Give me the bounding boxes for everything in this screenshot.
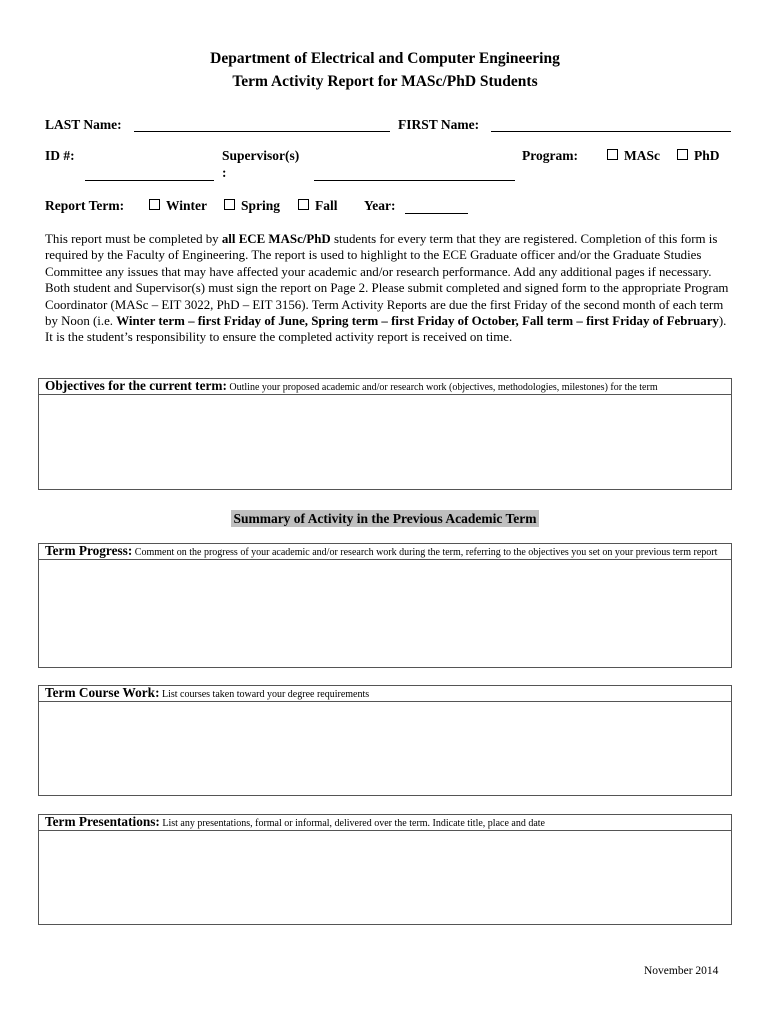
progress-hint: Comment on the progress of your academic and/or research work during the term, referring to the objectives you set on your previous term report — [132, 547, 718, 558]
progress-title: Term Progress: — [45, 543, 133, 558]
coursework-input-area[interactable] — [39, 702, 731, 794]
checkbox-icon — [224, 199, 235, 210]
last-name-label: LAST Name: — [45, 117, 122, 132]
instructions-text: students for every term that they are registered. Completion of this form is required by the Faculty of Engineering. The report is used to highlight to the ECE Graduate officer and/or the Graduate Studies Committee any issues that may have affected your academic and/or research performance. Add any additional pages if necessary. Both student and Supervisor(s) must sign the report on Page 2. Please submit completed and signed form to the appropriate Program Coordinator (MASc – EIT 3022, PhD – EIT 3156). Term Activity Reports are due the first Friday of the second month of each term by Noon (i.e. — [45, 232, 729, 329]
term-option-fall[interactable] — [298, 198, 338, 214]
term-option-label: Winter — [166, 198, 207, 213]
progress-input-area[interactable] — [39, 560, 731, 652]
coursework-header — [39, 686, 731, 702]
first-name-label: FIRST Name: — [398, 117, 480, 132]
last-name-field[interactable] — [134, 131, 390, 132]
report-term-label: Report Term: — [45, 198, 125, 213]
instructions-text: This report must be completed by — [45, 232, 222, 246]
program-label: Program: — [522, 148, 578, 163]
document-title: Department of Electrical and Computer Engineering — [210, 50, 560, 67]
coursework-section — [38, 685, 732, 796]
objectives-header — [39, 379, 731, 395]
term-option-label: Fall — [315, 198, 338, 213]
objectives-input-area[interactable] — [39, 395, 731, 489]
checkbox-icon — [298, 199, 309, 210]
coursework-hint: List courses taken toward your degree requirements — [159, 689, 370, 700]
checkbox-icon — [677, 149, 688, 160]
id-label: ID #: — [45, 148, 75, 163]
footer-date: November 2014 — [644, 965, 719, 977]
progress-section — [38, 543, 732, 668]
progress-header — [39, 544, 731, 560]
program-option-masc[interactable] — [607, 148, 660, 164]
presentations-hint: List any presentations, formal or informal, delivered over the term. Indicate title, place and date — [159, 818, 545, 829]
objectives-hint: Outline your proposed academic and/or research work (objectives, methodologies, milestones) for the term — [226, 382, 658, 393]
program-option-phd[interactable] — [677, 148, 720, 164]
instructions-text: ). It is the student’s responsibility to ensure the completed activity report is received on time. — [45, 314, 727, 345]
presentations-input-area[interactable] — [39, 831, 731, 923]
supervisor-label: Supervisor(s) — [222, 148, 300, 163]
instructions-paragraph — [45, 231, 729, 346]
term-option-spring[interactable] — [224, 198, 280, 214]
term-option-winter[interactable] — [149, 198, 207, 214]
checkbox-icon — [149, 199, 160, 210]
summary-heading — [0, 510, 770, 528]
objectives-section — [38, 378, 732, 490]
year-field[interactable] — [405, 213, 468, 214]
presentations-section — [38, 814, 732, 925]
document-subtitle: Term Activity Report for MASc/PhD Students — [232, 73, 538, 90]
year-label: Year: — [364, 198, 396, 213]
presentations-header — [39, 815, 731, 831]
instructions-deadlines: Winter term – first Friday of June, Spring term – first Friday of October, Fall term – first Friday of February — [116, 314, 719, 329]
supervisor-colon: : — [222, 165, 227, 180]
summary-heading-text: Summary of Activity in the Previous Academic Term — [233, 511, 537, 526]
first-name-field[interactable] — [491, 131, 731, 132]
term-option-label: Spring — [241, 198, 281, 213]
presentations-title: Term Presentations: — [45, 814, 160, 829]
instructions-emphasis: all ECE MASc/PhD — [221, 232, 331, 246]
objectives-title: Objectives for the current term: — [45, 378, 227, 393]
program-option-label: PhD — [694, 148, 720, 163]
coursework-title: Term Course Work: — [45, 685, 160, 700]
checkbox-icon — [607, 149, 618, 160]
supervisor-field[interactable] — [314, 180, 515, 181]
program-option-label: MASc — [624, 148, 660, 163]
id-field[interactable] — [85, 180, 214, 181]
